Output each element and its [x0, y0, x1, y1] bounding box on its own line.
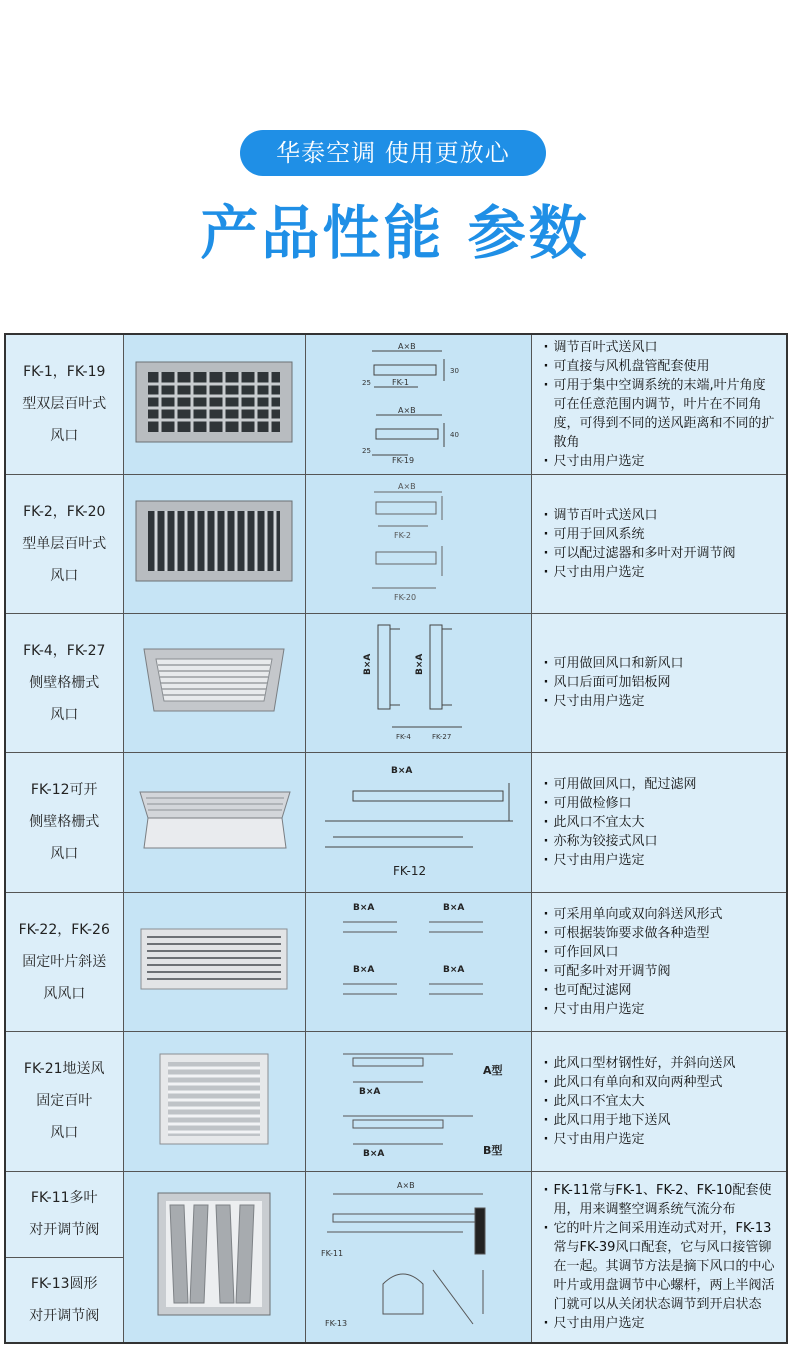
product-features	[531, 892, 787, 1031]
feature-item: · 此风口型材钢性好，并斜向送风	[544, 1054, 779, 1073]
svg-text:FK-2: FK-2	[394, 531, 411, 540]
svg-text:FK-13: FK-13	[325, 1319, 348, 1329]
product-photo	[123, 334, 305, 474]
feature-item: · 可以配过滤器和多叶对开调节阀	[544, 544, 779, 563]
feature-item: · 尺寸由用户选定	[544, 1130, 779, 1149]
svg-text:B×A: B×A	[415, 653, 425, 675]
svg-text:FK-19: FK-19	[392, 455, 415, 465]
product-drawing	[305, 892, 531, 1031]
svg-text:FK-1: FK-1	[392, 377, 409, 387]
feature-item: · 此风口不宜太大	[544, 813, 779, 832]
feature-item: · 也可配过滤网	[544, 981, 779, 1000]
feature-item: · 调节百叶式送风口	[544, 338, 779, 357]
feature-item: · 尺寸由用户选定	[544, 1314, 779, 1333]
spec-table	[4, 333, 788, 1344]
svg-text:B×A: B×A	[359, 1086, 381, 1097]
product-drawing	[305, 1031, 531, 1171]
product-name: FK-1，FK-19 型双层百叶式 风口	[5, 334, 123, 474]
feature-item: · 可用做回风口，配过滤网	[544, 775, 779, 794]
feature-item: · FK-11常与FK-1、FK-2、FK-10配套使用，用来调整空调系统气流分布	[544, 1181, 779, 1219]
svg-text:B型: B型	[483, 1143, 503, 1157]
feature-item: · 可采用单向或双向斜送风形式	[544, 905, 779, 924]
product-photo	[123, 892, 305, 1031]
product-row	[5, 334, 787, 474]
product-name: FK-2，FK-20 型单层百叶式 风口	[5, 474, 123, 613]
svg-text:A×B: A×B	[398, 482, 416, 491]
product-row	[5, 1031, 787, 1171]
feature-item: · 它的叶片之间采用连动式对开，FK-13常与FK-39风口配套，它与风口接管铆在一起。其调节方法是摘下风口的中心叶片或用盘调节中心螺杆，两上半阀活门就可以从关闭状态调节到开启状态	[544, 1219, 779, 1314]
svg-text:B×A: B×A	[353, 903, 375, 913]
product-name: FK-4，FK-27 侧壁格栅式 风口	[5, 613, 123, 752]
feature-item: · 可直接与风机盘管配套使用	[544, 357, 779, 376]
product-photo	[123, 474, 305, 613]
svg-text:FK-4: FK-4	[396, 733, 411, 741]
feature-item: · 可作回风口	[544, 943, 779, 962]
product-photo	[123, 1031, 305, 1171]
feature-item: · 可根据装饰要求做各种造型	[544, 924, 779, 943]
svg-text:25: 25	[362, 378, 371, 387]
product-name: FK-11多叶 对开调节阀	[5, 1171, 123, 1257]
svg-text:FK-12: FK-12	[393, 863, 427, 878]
svg-text:25: 25	[362, 446, 371, 455]
product-photo	[123, 752, 305, 892]
product-drawing	[305, 474, 531, 613]
feature-item: · 尺寸由用户选定	[544, 1000, 779, 1019]
svg-text:B×A: B×A	[363, 653, 373, 675]
product-features	[531, 474, 787, 613]
feature-item: · 此风口用于地下送风	[544, 1111, 779, 1130]
slogan-badge: 华泰空调 使用更放心	[240, 130, 546, 176]
product-drawing	[305, 1171, 531, 1343]
svg-text:B×A: B×A	[443, 965, 465, 975]
feature-item: · 此风口不宜太大	[544, 1092, 779, 1111]
product-drawing	[305, 752, 531, 892]
feature-item: · 此风口有单向和双向两种型式	[544, 1073, 779, 1092]
feature-item: · 尺寸由用户选定	[544, 452, 779, 471]
product-name: FK-12可开 侧壁格栅式 风口	[5, 752, 123, 892]
feature-item: · 尺寸由用户选定	[544, 692, 779, 711]
product-row	[5, 1171, 787, 1257]
product-drawing	[305, 613, 531, 752]
product-photo	[123, 1171, 305, 1343]
product-features	[531, 613, 787, 752]
product-features	[531, 1171, 787, 1343]
product-row	[5, 892, 787, 1031]
svg-text:30: 30	[450, 366, 459, 375]
svg-text:B×A: B×A	[353, 965, 375, 975]
product-name: FK-22，FK-26 固定叶片斜送 风风口	[5, 892, 123, 1031]
svg-text:A×B: A×B	[397, 1181, 415, 1191]
feature-item: · 亦称为铰接式风口	[544, 832, 779, 851]
svg-text:A×B: A×B	[398, 405, 416, 415]
feature-item: · 可用做回风口和新风口	[544, 654, 779, 673]
svg-text:FK-27: FK-27	[432, 733, 452, 741]
svg-text:B×A: B×A	[391, 765, 413, 776]
product-row	[5, 474, 787, 613]
svg-text:FK-11: FK-11	[321, 1249, 344, 1259]
svg-text:FK-20: FK-20	[394, 593, 417, 602]
feature-item: · 尺寸由用户选定	[544, 563, 779, 582]
product-name: FK-21地送风 固定百叶 风口	[5, 1031, 123, 1171]
svg-text:40: 40	[450, 430, 459, 439]
product-features	[531, 752, 787, 892]
svg-text:A×B: A×B	[398, 341, 416, 351]
feature-item: · 可用于回风系统	[544, 525, 779, 544]
product-features	[531, 334, 787, 474]
svg-text:B×A: B×A	[443, 903, 465, 913]
product-row	[5, 613, 787, 752]
feature-item: · 可配多叶对开调节阀	[544, 962, 779, 981]
feature-item: · 风口后面可加铝板网	[544, 673, 779, 692]
page-title: 产品性能 参数	[200, 199, 590, 267]
product-name: FK-13圆形 对开调节阀	[5, 1257, 123, 1343]
product-row	[5, 752, 787, 892]
product-drawing	[305, 334, 531, 474]
feature-item: · 可用做检修口	[544, 794, 779, 813]
product-photo	[123, 613, 305, 752]
feature-item: · 调节百叶式送风口	[544, 506, 779, 525]
feature-item: · 尺寸由用户选定	[544, 851, 779, 870]
product-features	[531, 1031, 787, 1171]
svg-text:B×A: B×A	[363, 1148, 385, 1159]
feature-item: · 可用于集中空调系统的末端,叶片角度可在任意范围内调节，叶片在不同角度，可得到不同的送风距离和不同的扩散角	[544, 376, 779, 452]
svg-text:A型: A型	[483, 1063, 503, 1077]
